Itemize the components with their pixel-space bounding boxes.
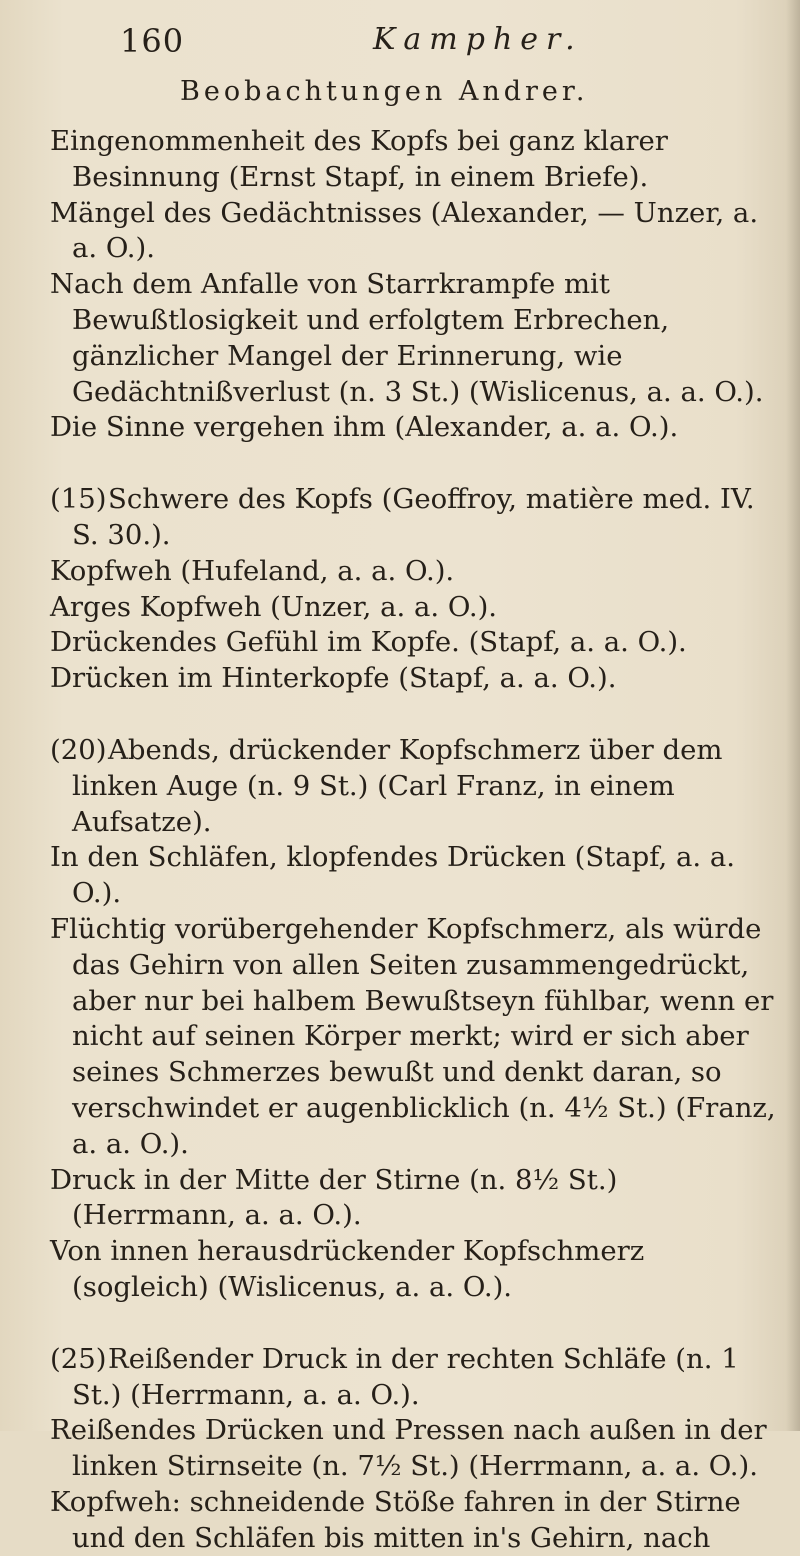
entry bbox=[50, 1342, 785, 1414]
entry bbox=[50, 625, 785, 661]
page-number: 160 bbox=[120, 22, 185, 60]
section-title: Beobachtungen Andrer. bbox=[180, 76, 589, 107]
entry-text: Von innen herausdrückender Kopfschmerz (sogleich) (Wislicenus, a. a. O.). bbox=[50, 1235, 645, 1303]
entry bbox=[50, 733, 785, 840]
entry-text: Kopfweh: schneidende Stöße fahren in der Stirne und den Schläfen bis mitten in's Gehirn, nach bbox=[50, 1485, 741, 1554]
page-edge-shadow bbox=[786, 0, 800, 1431]
entry-text: Drücken im Hinterkopfe (Stapf, a. a. O.). bbox=[50, 662, 617, 695]
entry-text: Nach dem Anfalle von Starrkrampfe mit Bewußtlosigkeit und erfolgtem Erbrechen, gänzlicher Mangel der Erinnerung, wie Gedächtnißverlust (n. 3 St.) (Wislicenus, a. a. O.). bbox=[50, 268, 764, 408]
entry bbox=[50, 840, 785, 912]
entry bbox=[50, 554, 785, 590]
entry bbox=[50, 410, 785, 446]
entry bbox=[50, 590, 785, 626]
entry-text: Eingenommenheit des Kopfs bei ganz klarer Besinnung (Ernst Stapf, in einem Briefe). bbox=[50, 125, 668, 193]
entry-text: Druck in der Mitte der Stirne (n. 8½ St.) (Herrmann, a. a. O.). bbox=[50, 1163, 618, 1232]
entry-text: Die Sinne vergehen ihm (Alexander, a. a. O.). bbox=[50, 411, 679, 444]
entry-text: In den Schläfen, klopfendes Drücken (Stapf, a. a. O.). bbox=[50, 841, 735, 910]
entry-text: Drückendes Gefühl im Kopfe. (Stapf, a. a. O.). bbox=[50, 626, 687, 659]
entry-text: Arges Kopfweh (Unzer, a. a. O.). bbox=[50, 590, 498, 623]
entry-text: Schwere des Kopfs (Geoffroy, matière med. IV. S. 30.). bbox=[72, 483, 755, 551]
entry-text: Reißender Druck in der rechten Schläfe (n. 1 St.) (Herrmann, a. a. O.). bbox=[72, 1342, 739, 1411]
entry-text: Flüchtig vorübergehender Kopfschmerz, als würde das Gehirn von allen Seiten zusammengedrückt, aber nur bei halbem Bewußtseyn fühlbar, wenn er nicht auf seinen Körper merkt; wird er sich aber seines Schmerzes bewußt und denkt daran, so verschwindet er augenblicklich (n. 4½ St.) (Franz, a. a. O.). bbox=[50, 912, 776, 1160]
entry-text: Mängel des Gedächtnisses (Alexander, — Unzer, a. a. O.). bbox=[50, 196, 759, 265]
entry-number: (20) bbox=[50, 733, 107, 766]
entry-text: Reißendes Drücken und Pressen nach außen in der linken Stirnseite (n. 7½ St.) (Herrmann, a. a. O.). bbox=[50, 1414, 767, 1483]
entry-number: (15) bbox=[50, 483, 107, 516]
body-text bbox=[50, 124, 785, 1556]
entry bbox=[50, 1413, 785, 1485]
entry bbox=[50, 124, 785, 196]
entry bbox=[50, 1163, 785, 1235]
entry bbox=[50, 1485, 785, 1556]
entry bbox=[50, 267, 785, 410]
entry bbox=[50, 482, 785, 554]
running-title: Kampher. bbox=[373, 22, 583, 57]
entry-number: (25) bbox=[50, 1342, 107, 1375]
entry-text: Abends, drückender Kopfschmerz über dem linken Auge (n. 9 St.) (Carl Franz, in einem Aufsatze). bbox=[72, 733, 723, 838]
entry bbox=[50, 196, 785, 268]
entry-text: Kopfweh (Hufeland, a. a. O.). bbox=[50, 554, 455, 587]
entry bbox=[50, 1234, 785, 1306]
entry bbox=[50, 661, 785, 697]
page-header bbox=[120, 22, 760, 64]
entry bbox=[50, 912, 785, 1163]
